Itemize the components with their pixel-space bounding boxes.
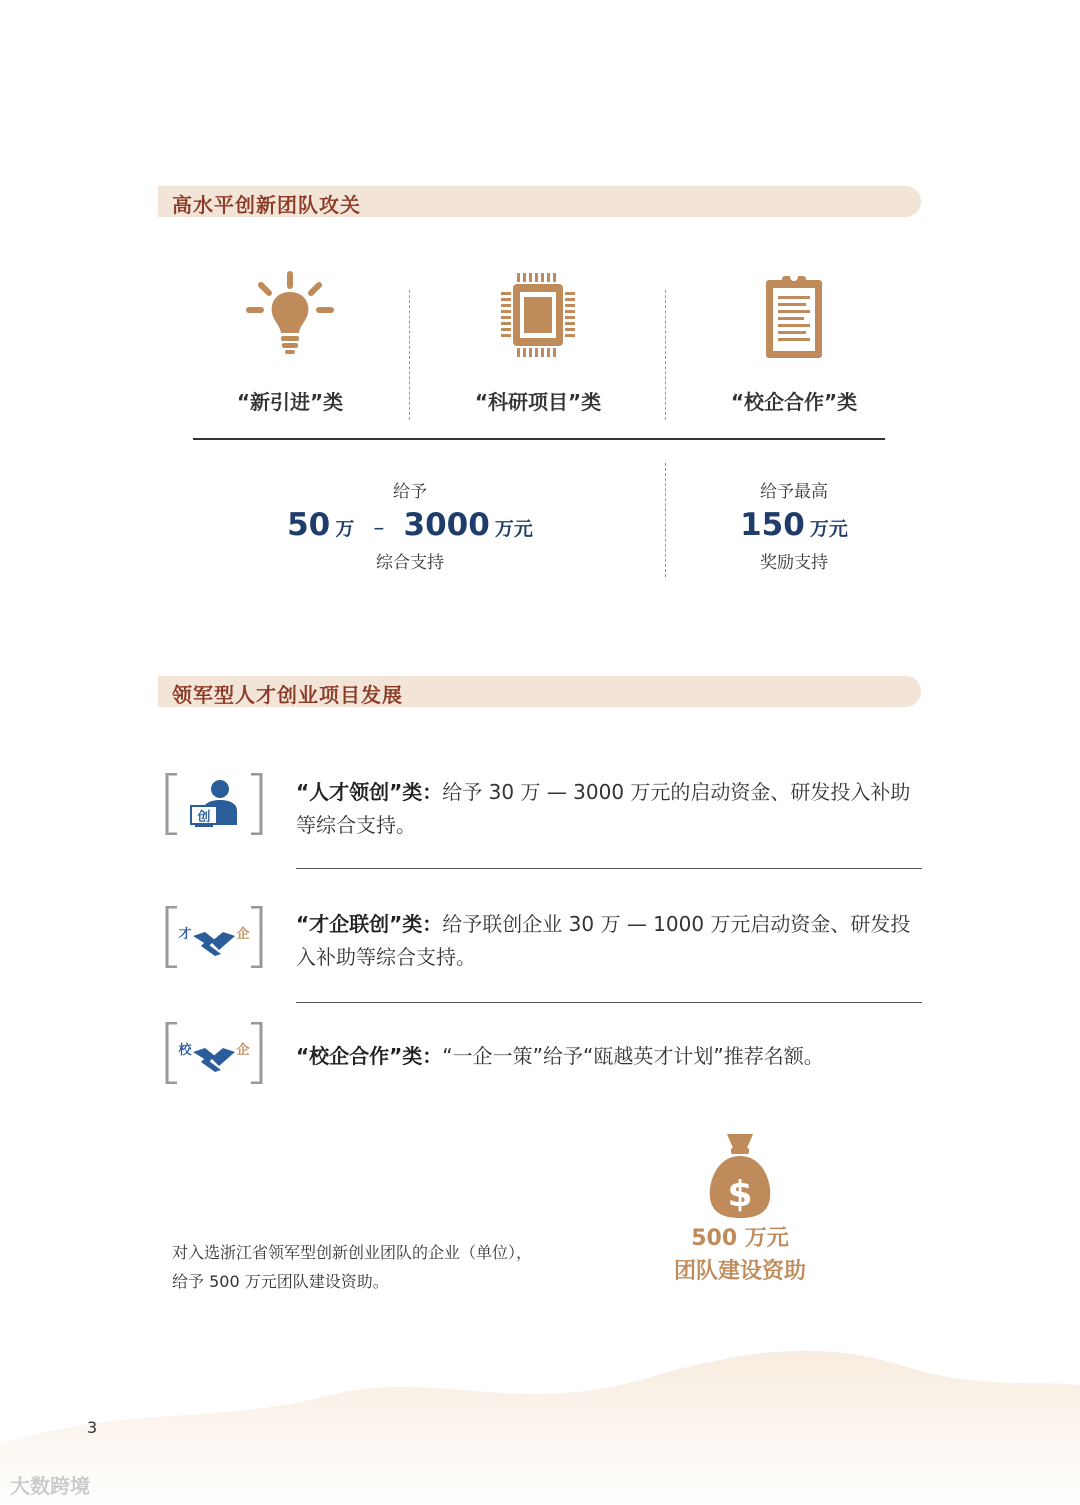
divider [409,290,410,420]
icon-right-char: 企 [236,1043,250,1058]
divider [665,290,666,420]
unit-from: 万 [335,518,355,540]
item-body: “一企一策”给予“瓯越英才计划”推荐名额。 [442,1044,824,1068]
support-right-amount [684,502,904,548]
icon-char: 创 [197,810,211,825]
money-highlight [650,1130,830,1288]
page-number: 3 [87,1418,98,1437]
support-left-bottom: 综合支持 [376,553,444,573]
lightbulb-icon [245,270,335,360]
support-left-amount [220,502,600,548]
range-dash: – [373,516,385,541]
support-left-top: 给予 [393,482,427,502]
category-research-project [428,270,648,415]
category-label: “科研项目”类 [474,390,602,414]
unit: 万元 [809,518,848,540]
funding-note [172,1238,532,1296]
icon-right-char: 企 [236,927,250,942]
dollar-sign: $ [727,1174,753,1215]
support-right-top: 给予最高 [760,482,828,502]
support-right [684,477,904,573]
item-school-enterprise [296,1040,922,1073]
note-line: 对入选浙江省领军型创新创业团队的企业（单位）， [172,1243,533,1262]
category-school-enterprise [684,270,904,415]
section-header [158,186,921,217]
item-title: “人才领创”类： [296,780,443,804]
divider [665,463,666,577]
person-create-icon [165,773,263,835]
horizontal-rule [193,438,885,440]
item-body: 给予 30 万 — 3000 万元的启动资金、研发投入补助等综合支持。 [296,780,911,837]
item-talent-lead [296,776,922,842]
item-title: “校企合作”类： [296,1044,443,1068]
separator [296,1002,922,1003]
unit-to: 万元 [494,518,533,540]
item-body: 给予联创企业 30 万 — 1000 万元启动资金、研发投入补助等综合支持。 [296,912,911,969]
watermark: 大数跨境 [10,1474,90,1498]
amount-to: 3000 [403,507,490,543]
icon-left-char: 校 [178,1043,192,1058]
amount-from: 50 [287,507,331,543]
money-label: 团队建设资助 [673,1259,806,1284]
amount: 150 [740,507,805,543]
support-right-bottom: 奖励支持 [760,553,828,573]
category-label: “校企合作”类 [730,390,858,414]
item-title: “才企联创”类： [296,912,443,936]
separator [296,868,922,869]
handshake-icon [165,1022,263,1084]
note-line: 给予 500 万元团队建设资助。 [172,1272,389,1291]
category-label: “新引进”类 [236,390,344,414]
icon-left-char: 才 [178,927,192,942]
money-bag-icon [705,1130,775,1222]
support-left [220,477,600,573]
money-amount: 500 万元 [691,1226,789,1251]
section-title: 领军型人才创业项目发展 [172,683,403,707]
section-title: 高水平创新团队攻关 [172,193,361,217]
mountain-background [0,1335,1080,1505]
clipboard-icon [749,270,839,360]
section-header [158,676,921,707]
chip-icon [493,270,583,360]
handshake-icon [165,906,263,968]
category-new-introduction [180,270,400,415]
item-talent-enterprise [296,908,922,974]
